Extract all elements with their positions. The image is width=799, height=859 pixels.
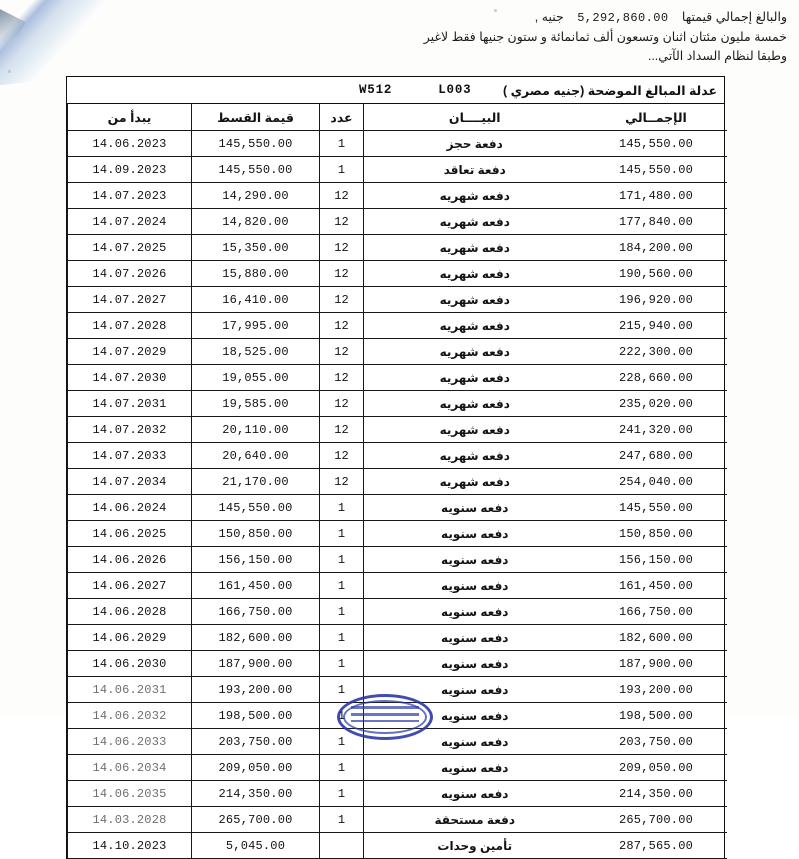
- cell-count: 12: [320, 235, 364, 261]
- cell-description: دفعه سنويه: [364, 521, 586, 547]
- cell-installment: 145,550.00: [192, 495, 320, 521]
- cell-installment: 14,820.00: [192, 209, 320, 235]
- cell-start-date: 14.06.2030: [68, 651, 192, 677]
- cell-description: دفعه سنويه: [364, 495, 586, 521]
- cell-count: [320, 833, 364, 859]
- cell-total: 247,680.00: [586, 443, 727, 469]
- cell-total: 228,660.00: [586, 365, 727, 391]
- cell-total: 215,940.00: [586, 313, 727, 339]
- cell-count: 1: [320, 521, 364, 547]
- cell-description: دفعه شهريه: [364, 469, 586, 495]
- cell-total: 265,700.00: [586, 807, 727, 833]
- cell-start-date: 14.06.2027: [68, 573, 192, 599]
- table-row: [68, 313, 727, 339]
- cell-installment: 145,550.00: [192, 131, 320, 157]
- cell-installment: 198,500.00: [192, 703, 320, 729]
- column-header-installment: قيمة القسط: [192, 104, 320, 131]
- cell-count: 1: [320, 807, 364, 833]
- cell-count: 12: [320, 469, 364, 495]
- cell-total: 184,200.00: [586, 235, 727, 261]
- cell-start-date: 14.07.2025: [68, 235, 192, 261]
- scan-speck: [8, 70, 11, 73]
- preamble-total-amount: 5,292,860.00: [577, 11, 669, 25]
- cell-installment: 19,055.00: [192, 365, 320, 391]
- table-row: [68, 495, 727, 521]
- cell-count: 1: [320, 157, 364, 183]
- cell-description: دفعه شهريه: [364, 235, 586, 261]
- cell-total: 187,900.00: [586, 651, 727, 677]
- preamble-text: [167, 8, 787, 66]
- sheet-title-band: [67, 77, 724, 104]
- cell-total: 222,300.00: [586, 339, 727, 365]
- column-header-description: البيــــان: [364, 104, 586, 131]
- table-header-row: [68, 104, 727, 131]
- cell-start-date: 14.06.2025: [68, 521, 192, 547]
- cell-count: 1: [320, 599, 364, 625]
- cell-count: 12: [320, 313, 364, 339]
- cell-count: 12: [320, 209, 364, 235]
- column-header-total: الإجمــالي: [586, 104, 727, 131]
- cell-total: 196,920.00: [586, 287, 727, 313]
- preamble-schedule-note: وطبقا لنظام السداد الآتي...: [647, 49, 787, 63]
- preamble-total-label: والبالغ إجمالي قيمتها: [681, 10, 787, 24]
- preamble-line-total: [167, 8, 787, 28]
- level-code: L003: [438, 83, 472, 97]
- table-row: [68, 703, 727, 729]
- cell-description: دفعه سنويه: [364, 677, 586, 703]
- sheet-codes: [67, 83, 471, 97]
- cell-start-date: 14.07.2028: [68, 313, 192, 339]
- cell-description: دفعه سنويه: [364, 729, 586, 755]
- table-row: [68, 599, 727, 625]
- cell-description: تأمين وحدات: [364, 833, 586, 859]
- cell-count: 12: [320, 365, 364, 391]
- table-row: [68, 183, 727, 209]
- cell-description: دفعه شهريه: [364, 339, 586, 365]
- cell-total: 177,840.00: [586, 209, 727, 235]
- sheet-title: عدلة المبالغ الموضحة (جنيه مصري ): [502, 83, 717, 98]
- table-row: [68, 677, 727, 703]
- cell-description: دفعه شهريه: [364, 365, 586, 391]
- cell-start-date: 14.06.2023: [68, 131, 192, 157]
- cell-total: 182,600.00: [586, 625, 727, 651]
- cell-start-date: 14.07.2024: [68, 209, 192, 235]
- cell-installment: 166,750.00: [192, 599, 320, 625]
- cell-installment: 20,110.00: [192, 417, 320, 443]
- cell-description: دفعه شهريه: [364, 209, 586, 235]
- cell-installment: 145,550.00: [192, 157, 320, 183]
- cell-start-date: 14.07.2026: [68, 261, 192, 287]
- table-row: [68, 235, 727, 261]
- payment-schedule-sheet: [66, 76, 725, 859]
- unit-code: W512: [359, 83, 393, 97]
- table-row: [68, 287, 727, 313]
- cell-total: 235,020.00: [586, 391, 727, 417]
- cell-start-date: 14.07.2023: [68, 183, 192, 209]
- cell-installment: 17,995.00: [192, 313, 320, 339]
- table-row: [68, 157, 727, 183]
- cell-start-date: 14.07.2032: [68, 417, 192, 443]
- cell-start-date: 14.03.2028: [68, 807, 192, 833]
- table-row: [68, 469, 727, 495]
- cell-start-date: 14.06.2031: [68, 677, 192, 703]
- cell-description: دفعه سنويه: [364, 651, 586, 677]
- table-row: [68, 833, 727, 859]
- cell-total: 203,750.00: [586, 729, 727, 755]
- cell-total: 254,040.00: [586, 469, 727, 495]
- cell-installment: 19,585.00: [192, 391, 320, 417]
- cell-start-date: 14.07.2031: [68, 391, 192, 417]
- cell-total: 156,150.00: [586, 547, 727, 573]
- cell-total: 166,750.00: [586, 599, 727, 625]
- cell-start-date: 14.06.2024: [68, 495, 192, 521]
- cell-installment: 21,170.00: [192, 469, 320, 495]
- column-header-start-date: يبدأ من: [68, 104, 192, 131]
- table-row: [68, 339, 727, 365]
- table-row: [68, 365, 727, 391]
- cell-count: 1: [320, 729, 364, 755]
- cell-start-date: 14.06.2034: [68, 755, 192, 781]
- table-row: [68, 807, 727, 833]
- cell-installment: 15,350.00: [192, 235, 320, 261]
- cell-description: دفعه شهريه: [364, 261, 586, 287]
- cell-description: دفعه سنويه: [364, 703, 586, 729]
- cell-total: 171,480.00: [586, 183, 727, 209]
- cell-start-date: 14.06.2026: [68, 547, 192, 573]
- cell-total: 145,550.00: [586, 495, 727, 521]
- cell-installment: 14,290.00: [192, 183, 320, 209]
- cell-description: دفعه شهريه: [364, 313, 586, 339]
- cell-total: 198,500.00: [586, 703, 727, 729]
- cell-description: دفعه سنويه: [364, 781, 586, 807]
- cell-count: 1: [320, 781, 364, 807]
- cell-installment: 214,350.00: [192, 781, 320, 807]
- cell-total: 150,850.00: [586, 521, 727, 547]
- cell-description: دفعه شهريه: [364, 443, 586, 469]
- cell-count: 1: [320, 573, 364, 599]
- table-row: [68, 781, 727, 807]
- cell-description: دفعه سنويه: [364, 547, 586, 573]
- cell-installment: 203,750.00: [192, 729, 320, 755]
- table-row: [68, 729, 727, 755]
- cell-start-date: 14.06.2032: [68, 703, 192, 729]
- cell-count: 12: [320, 391, 364, 417]
- table-row: [68, 521, 727, 547]
- cell-description: دفعه سنويه: [364, 599, 586, 625]
- cell-total: 193,200.00: [586, 677, 727, 703]
- cell-installment: 209,050.00: [192, 755, 320, 781]
- table-row: [68, 573, 727, 599]
- table-row: [68, 391, 727, 417]
- cell-total: 190,560.00: [586, 261, 727, 287]
- cell-start-date: 14.10.2023: [68, 833, 192, 859]
- cell-total: 161,450.00: [586, 573, 727, 599]
- cell-start-date: 14.07.2027: [68, 287, 192, 313]
- cell-description: دفعة حجز: [364, 131, 586, 157]
- cell-installment: 182,600.00: [192, 625, 320, 651]
- cell-installment: 187,900.00: [192, 651, 320, 677]
- cell-count: 12: [320, 339, 364, 365]
- scan-fold-artifact: [0, 0, 111, 86]
- cell-start-date: 14.09.2023: [68, 157, 192, 183]
- cell-count: 1: [320, 547, 364, 573]
- preamble-amount-in-words: خمسة مليون مئتان اثنان وتسعون ألف ثمانمائة و ستون جنيها فقط لاغير: [423, 30, 787, 44]
- cell-installment: 161,450.00: [192, 573, 320, 599]
- cell-count: 1: [320, 625, 364, 651]
- cell-count: 12: [320, 287, 364, 313]
- cell-installment: 156,150.00: [192, 547, 320, 573]
- cell-description: دفعه شهريه: [364, 183, 586, 209]
- cell-installment: 150,850.00: [192, 521, 320, 547]
- cell-count: 1: [320, 495, 364, 521]
- cell-count: 1: [320, 651, 364, 677]
- cell-start-date: 14.06.2028: [68, 599, 192, 625]
- cell-total: 287,565.00: [586, 833, 727, 859]
- cell-description: دفعه شهريه: [364, 287, 586, 313]
- cell-count: 1: [320, 131, 364, 157]
- cell-count: 12: [320, 417, 364, 443]
- cell-installment: 193,200.00: [192, 677, 320, 703]
- column-header-count: عدد: [320, 104, 364, 131]
- cell-total: 145,550.00: [586, 131, 727, 157]
- table-row: [68, 625, 727, 651]
- table-row: [68, 261, 727, 287]
- cell-installment: 5,045.00: [192, 833, 320, 859]
- table-row: [68, 651, 727, 677]
- cell-count: 12: [320, 261, 364, 287]
- cell-description: دفعة تعاقد: [364, 157, 586, 183]
- cell-description: دفعة مستحقة: [364, 807, 586, 833]
- cell-installment: 265,700.00: [192, 807, 320, 833]
- cell-count: 1: [320, 677, 364, 703]
- table-row: [68, 547, 727, 573]
- cell-count: 12: [320, 183, 364, 209]
- table-row: [68, 443, 727, 469]
- cell-start-date: 14.06.2029: [68, 625, 192, 651]
- table-row: [68, 131, 727, 157]
- cell-installment: 18,525.00: [192, 339, 320, 365]
- cell-total: 241,320.00: [586, 417, 727, 443]
- cell-start-date: 14.06.2033: [68, 729, 192, 755]
- cell-installment: 16,410.00: [192, 287, 320, 313]
- cell-installment: 20,640.00: [192, 443, 320, 469]
- payment-schedule-table: [67, 104, 727, 859]
- table-row: [68, 755, 727, 781]
- cell-count: 1: [320, 755, 364, 781]
- preamble-currency-label: جنيه ,: [534, 10, 564, 24]
- cell-start-date: 14.07.2030: [68, 365, 192, 391]
- cell-total: 214,350.00: [586, 781, 727, 807]
- table-row: [68, 209, 727, 235]
- table-body: [68, 131, 727, 859]
- table-row: [68, 417, 727, 443]
- cell-start-date: 14.07.2033: [68, 443, 192, 469]
- cell-count: 12: [320, 443, 364, 469]
- cell-count: 1: [320, 703, 364, 729]
- cell-description: دفعه سنويه: [364, 755, 586, 781]
- cell-description: دفعه شهريه: [364, 391, 586, 417]
- cell-total: 145,550.00: [586, 157, 727, 183]
- cell-description: دفعه سنويه: [364, 573, 586, 599]
- cell-installment: 15,880.00: [192, 261, 320, 287]
- cell-total: 209,050.00: [586, 755, 727, 781]
- cell-description: دفعه شهريه: [364, 417, 586, 443]
- cell-start-date: 14.07.2029: [68, 339, 192, 365]
- cell-start-date: 14.07.2034: [68, 469, 192, 495]
- cell-description: دفعه سنويه: [364, 625, 586, 651]
- cell-start-date: 14.06.2035: [68, 781, 192, 807]
